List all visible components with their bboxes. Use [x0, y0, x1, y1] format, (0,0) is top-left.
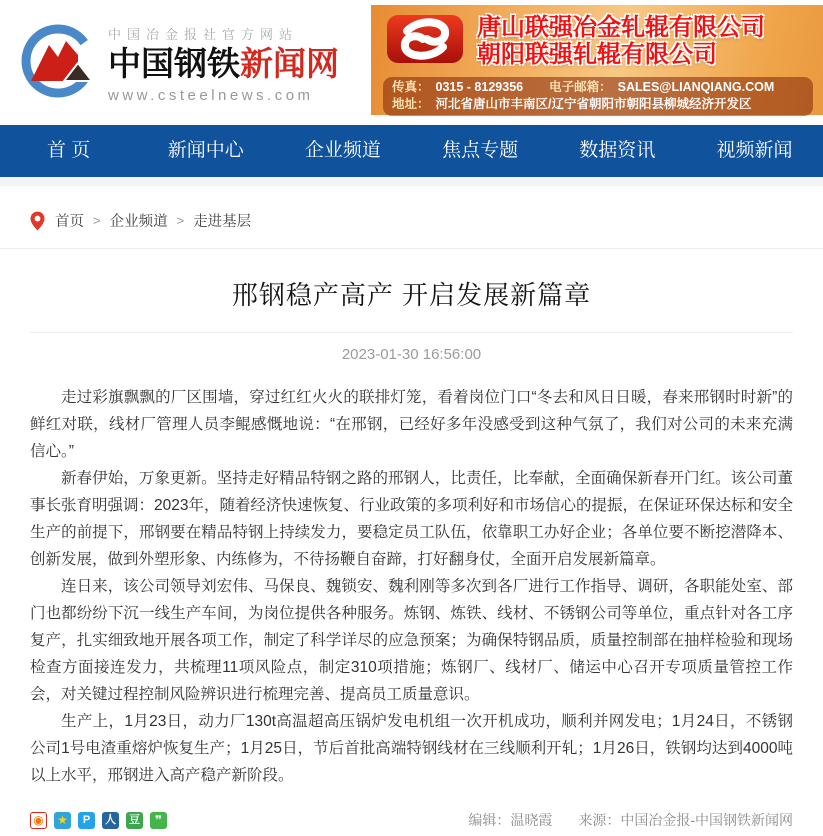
- nav-item-home[interactable]: 首 页: [46, 140, 91, 161]
- ad-email-value: SALES@LIANQIANG.COM: [617, 80, 775, 94]
- article-title: 邢钢稳产高产 开启发展新篇章: [231, 280, 592, 310]
- site-name-black: 中国钢铁: [108, 46, 240, 83]
- site-tagline: 中国冶金报社官方网站: [108, 26, 299, 42]
- ad-fax-value: 0315 - 8129356: [435, 80, 524, 94]
- site-name-red: 新闻网: [240, 46, 339, 83]
- title-divider: [30, 332, 793, 333]
- ad-banner[interactable]: [371, 5, 823, 115]
- breadcrumb-separator: >: [176, 213, 185, 228]
- site-logo-icon: [20, 20, 96, 107]
- article-paragraph: 生产上，1月23日，动力厂130t高温超高压锅炉发电机组一次开机成功，顺利并网发电；1月24日，不锈钢公司1号电渣重熔炉恢复生产；1月25日，节后首批高端特钢线材在三线顺利开轧；1月26日，铁钢均达到4000吨以上水平，邢钢进入高产稳产新阶段。: [30, 713, 793, 784]
- site-url: www.csteelnews.com: [108, 86, 314, 104]
- douban-icon[interactable]: 豆: [126, 812, 143, 829]
- ad-company-line1: 唐山联强冶金轧辊有限公司: [477, 14, 765, 41]
- article-body: [30, 384, 793, 789]
- article-footer: [30, 810, 793, 830]
- article-paragraph: 连日来，该公司领导刘宏伟、马保良、魏锁安、魏利刚等多次到各厂进行工作指导、调研，各职能处室、部门也都纷纷下沉一线生产车间，为岗位提供各种服务。炼钢、炼铁、线材、不锈钢公司等单位，重点针对各工序复产，扎实细致地开展各项工作，制定了科学详尽的应急预案；为确保特钢品质，质量控制部在抽样检验和现场检查方面接连发力，共梳理11项风险点，制定310项措施；炼钢厂、线材厂、储运中心召开专项质量管控工作会，对关键过程控制风险辨识进行梳理完善、提高员工质量意识。: [30, 578, 793, 703]
- editor-name: 温晓霞: [510, 812, 553, 828]
- main-nav: [0, 125, 823, 177]
- share-bar: [30, 812, 167, 829]
- wechat-icon[interactable]: ❞: [150, 812, 167, 829]
- article: [0, 275, 823, 789]
- site-name: [108, 46, 339, 84]
- site-logo[interactable]: [20, 20, 339, 107]
- nav-shadow-strip: [0, 177, 823, 186]
- renren-icon[interactable]: 人: [102, 812, 119, 829]
- ad-company-line2: 朝阳联强轧辊有限公司: [477, 41, 717, 68]
- article-date: 2023-01-30 16:56:00: [341, 346, 482, 363]
- breadcrumb-home[interactable]: 首页: [55, 214, 84, 230]
- source-name: 中国冶金报-中国钢铁新闻网: [620, 812, 793, 828]
- ad-fax-label: 传真：: [392, 80, 430, 94]
- ad-email-label: 电子邮箱：: [549, 80, 612, 94]
- breadcrumb-enterprise-channel[interactable]: 企业频道: [109, 214, 168, 230]
- nav-item-enterprise-channel[interactable]: 企业频道: [304, 140, 381, 161]
- ad-contact-box: [383, 77, 813, 116]
- site-header: [0, 0, 823, 125]
- sina-weibo-icon[interactable]: ◉: [30, 812, 47, 829]
- location-pin-icon: [30, 211, 45, 231]
- editor-label: 编辑：: [468, 812, 511, 828]
- nav-item-video-news[interactable]: 视频新闻: [716, 140, 793, 161]
- ad-company-logo-icon: [385, 11, 465, 72]
- ad-address-label: 地址：: [392, 97, 430, 111]
- article-paragraph: 走过彩旗飘飘的厂区围墙，穿过红红火火的联排灯笼，看着岗位门口“冬去和风日日暖，春来邢钢时时新”的鲜红对联，线材厂管理人员李鲲感慨地说：“在邢钢，已经好多年没感受到这种气氛了，我们对公司的未来充满信心。”: [30, 389, 793, 460]
- breadcrumb-grassroots[interactable]: 走进基层: [193, 214, 252, 230]
- nav-item-news-center[interactable]: 新闻中心: [167, 140, 244, 161]
- article-paragraph: 新春伊始，万象更新。坚持走好精品特钢之路的邢钢人，比责任，比奉献，全面确保新春开门红。该公司董事长张育明强调：2023年，随着经济快速恢复、行业政策的多项利好和市场信心的提振，在保证环保达标和安全生产的前提下，邢钢要在精品特钢上持续发力，要稳定员工队伍，依靠职工办好企业；各单位要不断挖潜降本、创新发展，做到外塑形象、内练修为，不待扬鞭自奋蹄，打好翻身仗，全面开启发展新篇章。: [30, 470, 793, 568]
- breadcrumb-separator: >: [93, 213, 101, 228]
- breadcrumb: [0, 186, 823, 249]
- qzone-icon[interactable]: ★: [54, 812, 71, 829]
- ad-address-value: 河北省唐山市丰南区/辽宁省朝阳市朝阳县柳城经济开发区: [435, 97, 752, 111]
- nav-item-focus-topics[interactable]: 焦点专题: [442, 140, 519, 161]
- article-meta: [468, 810, 793, 830]
- source-label: 来源：: [578, 812, 621, 828]
- nav-item-data-info[interactable]: 数据资讯: [579, 140, 656, 161]
- tencent-weibo-icon[interactable]: P: [78, 812, 95, 829]
